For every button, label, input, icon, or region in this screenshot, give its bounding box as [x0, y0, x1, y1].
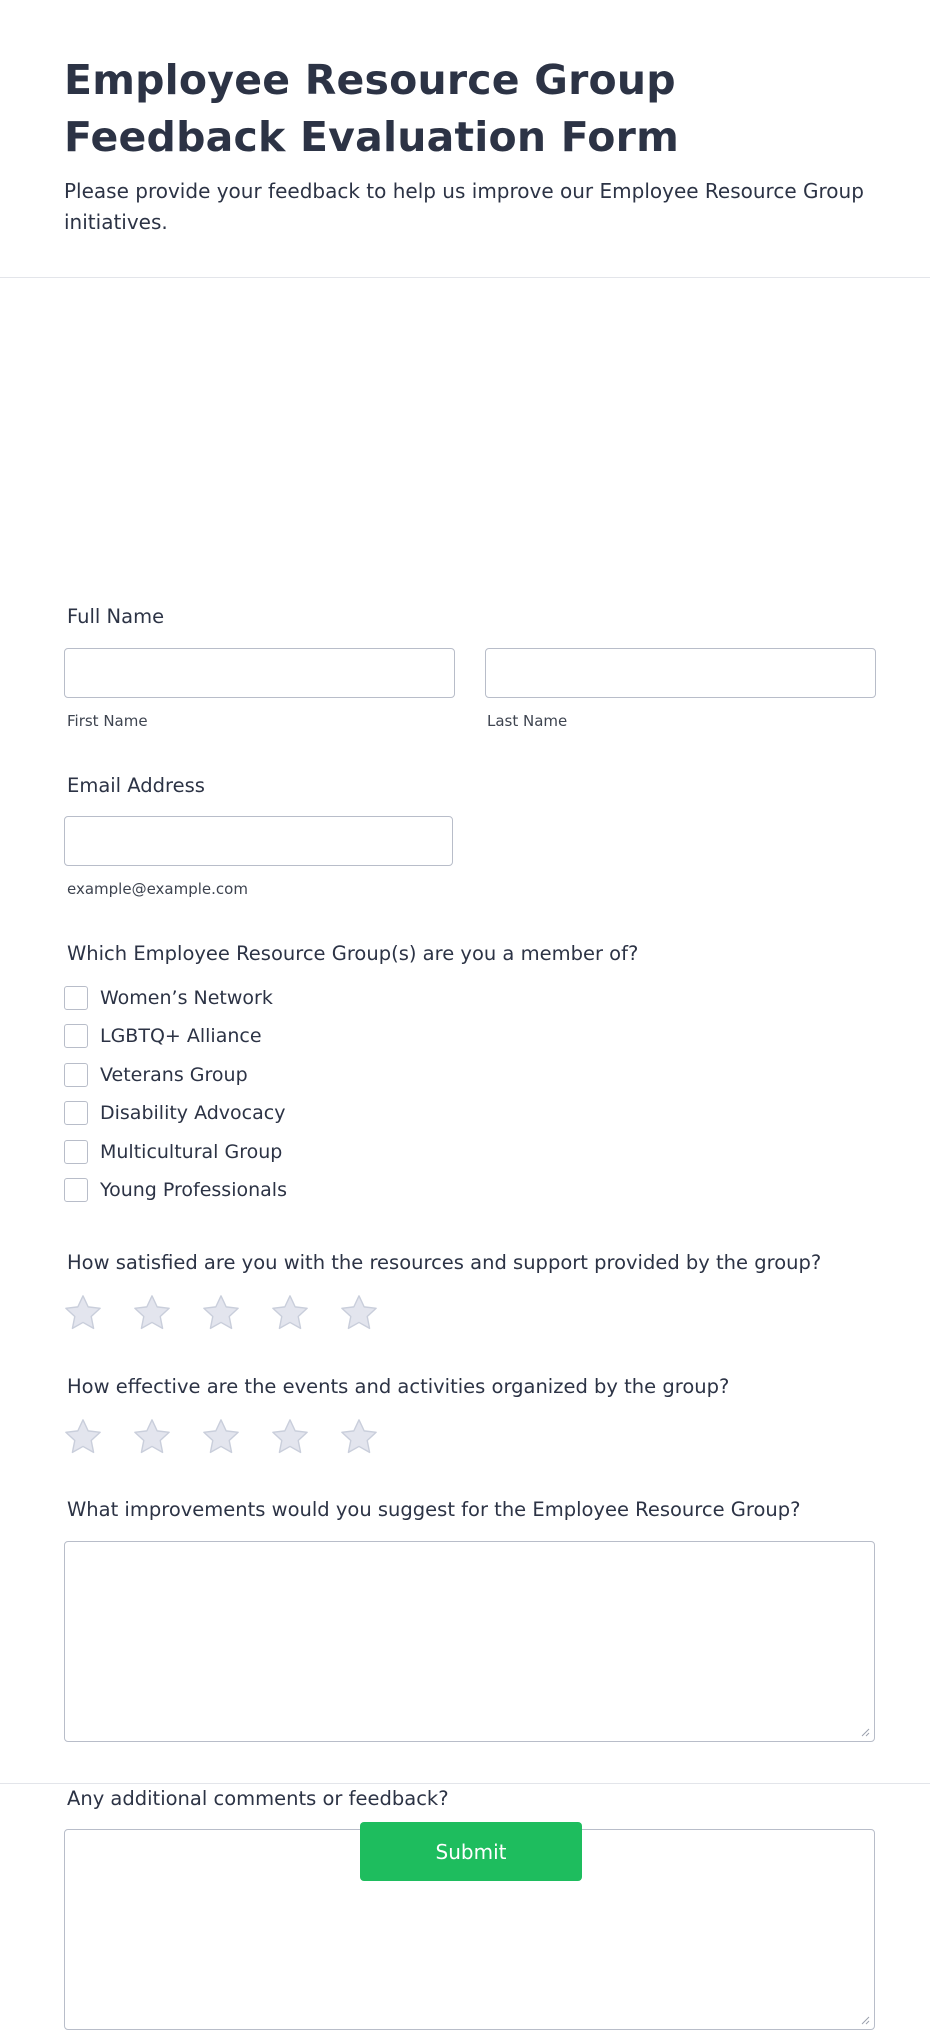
group-option-label: Young Professionals	[100, 1179, 287, 1201]
group-checkbox[interactable]	[64, 1063, 88, 1087]
star-icon[interactable]	[338, 1416, 380, 1458]
satisfaction-label: How satisfied are you with the resources and support provided by the group?	[67, 1251, 822, 1274]
full-name-label: Full Name	[67, 605, 165, 628]
email-label: Email Address	[67, 774, 205, 797]
group-option[interactable]	[64, 1023, 262, 1049]
group-checkbox[interactable]	[64, 1178, 88, 1202]
group-option[interactable]	[64, 1100, 285, 1126]
group-option[interactable]	[64, 1139, 282, 1165]
group-option-label: Women’s Network	[100, 987, 273, 1009]
star-icon[interactable]	[62, 1416, 104, 1458]
submit-button[interactable]: Submit	[360, 1822, 582, 1881]
first-name-input[interactable]	[64, 648, 455, 698]
star-icon[interactable]	[200, 1416, 242, 1458]
form-description: Please provide your feedback to help us improve our Employee Resource Group initiatives.	[64, 179, 864, 234]
email-sublabel: example@example.com	[67, 880, 248, 898]
effectiveness-label: How effective are the events and activities organized by the group?	[67, 1375, 730, 1398]
group-option-label: Multicultural Group	[100, 1140, 283, 1163]
star-icon[interactable]	[200, 1292, 242, 1334]
group-option[interactable]	[64, 1062, 248, 1088]
groups-label: Which Employee Resource Group(s) are you a member of?	[67, 942, 639, 965]
group-option[interactable]	[64, 985, 273, 1011]
group-checkbox[interactable]	[64, 1140, 88, 1164]
last-name-input[interactable]	[485, 648, 876, 698]
footer-divider	[0, 1783, 930, 1784]
comments-label: Any additional comments or feedback?	[67, 1787, 449, 1810]
form-header	[0, 0, 930, 278]
email-input[interactable]	[64, 816, 453, 866]
group-checkbox[interactable]	[64, 986, 88, 1010]
star-icon[interactable]	[131, 1292, 173, 1334]
last-name-sublabel: Last Name	[487, 712, 568, 730]
group-option-label: Veterans Group	[100, 1063, 248, 1086]
group-checkbox[interactable]	[64, 1024, 88, 1048]
form-title: Employee Resource Group Feedback Evaluation Form	[64, 56, 680, 161]
improvements-label: What improvements would you suggest for the Employee Resource Group?	[67, 1498, 801, 1521]
group-checkbox[interactable]	[64, 1101, 88, 1125]
resize-handle-icon[interactable]	[860, 1727, 870, 1737]
star-icon[interactable]	[62, 1292, 104, 1334]
group-option-label: LGBTQ+ Alliance	[100, 1025, 262, 1048]
satisfaction-rating	[62, 1292, 407, 1334]
star-icon[interactable]	[269, 1416, 311, 1458]
resize-handle-icon[interactable]	[860, 2015, 870, 2025]
improvements-textarea[interactable]	[64, 1541, 875, 1742]
star-icon[interactable]	[338, 1292, 380, 1334]
star-icon[interactable]	[131, 1416, 173, 1458]
group-option[interactable]	[64, 1177, 287, 1203]
star-icon[interactable]	[269, 1292, 311, 1334]
effectiveness-rating	[62, 1416, 407, 1458]
first-name-sublabel: First Name	[67, 712, 148, 730]
group-option-label: Disability Advocacy	[100, 1102, 286, 1125]
